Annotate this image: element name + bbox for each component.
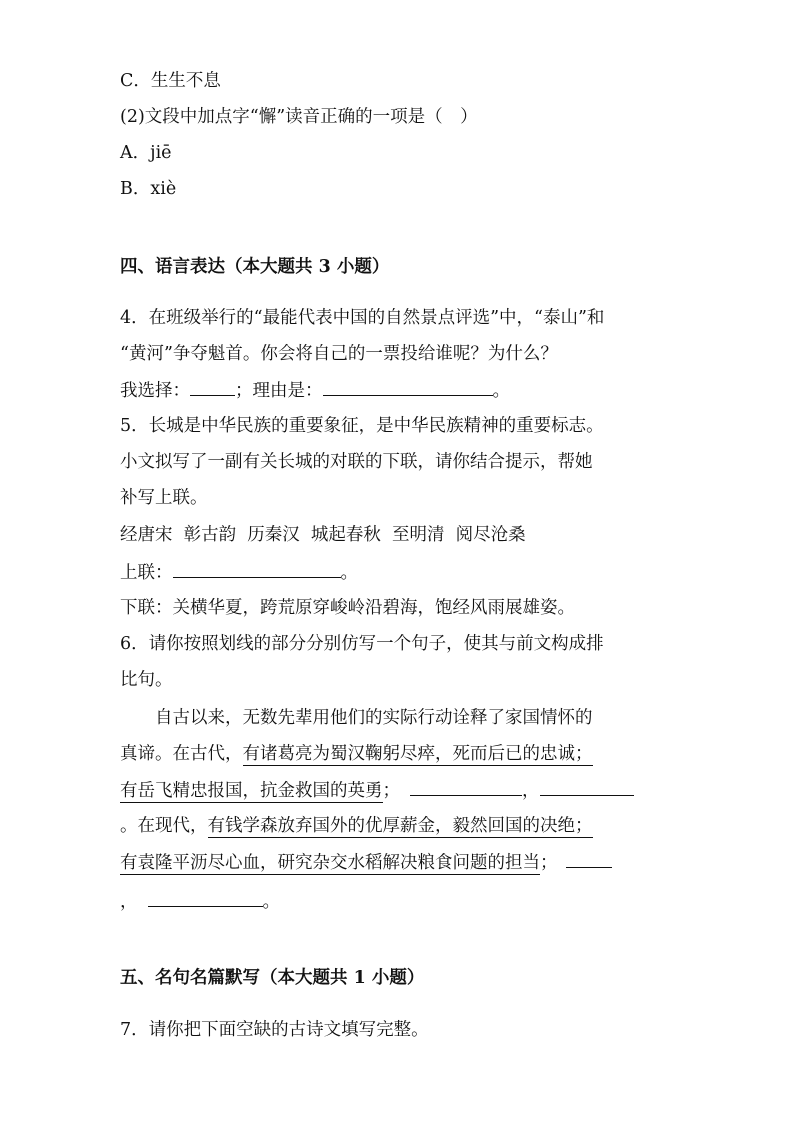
section-5-heading: 五、名句名篇默写（本大题共 1 小题） (120, 968, 425, 988)
q5-upper-end: 。 (340, 563, 358, 583)
q5-upper-label: 上联： (120, 563, 173, 583)
q5-line-1: 5．长城是中华民族的重要象征，是中华民族精神的重要标志。 (120, 416, 604, 436)
q4-reason-label: ；理由是： (235, 381, 323, 401)
q4-line-2: “黄河”争夺魁首。你会将自己的一票投给谁呢？为什么？ (120, 344, 558, 364)
q4-choose-label: 我选择： (120, 381, 190, 401)
q6-para-3-sep: ； (382, 781, 400, 801)
q6-para-4-prefix: 。在现代， (120, 816, 208, 836)
q4-reason-blank[interactable] (323, 378, 493, 396)
q6-underlined-zhuge: 有诸葛亮为蜀汉鞠躬尽瘁，死而后已的忠诚； (242, 744, 593, 764)
q6-para-3 (120, 778, 634, 803)
question-2-stem: (2)文段中加点字“懈”读音正确的一项是（ ） (120, 107, 478, 127)
q5-hint: 经唐宋 彰古韵 历秦汉 城起春秋 至明清 阅尽沧桑 (120, 525, 526, 545)
q6-underlined-qianxuesen: 有钱学森放弃国外的优厚薪金，毅然回国的决绝； (207, 816, 593, 836)
section-4-heading: 四、语言表达（本大题共 3 小题） (120, 257, 390, 277)
q4-answer-line (120, 378, 510, 403)
q5-line-2: 小文拟写了一副有关长城的对联的下联，请你结合提示，帮她 (120, 452, 593, 472)
q5-line-3: 补写上联。 (120, 488, 208, 508)
q5-upper-blank[interactable] (173, 560, 341, 578)
q4-line-1: 4．在班级举行的“最能代表中国的自然景点评选”中，“泰山”和 (120, 308, 605, 328)
q5-upper-couplet (120, 560, 358, 585)
q6-underlined-yuefei: 有岳飞精忠报国，抗金救国的英勇 (120, 781, 383, 801)
q6-line-2: 比句。 (120, 670, 173, 690)
q6-para-1: 自古以来，无数先辈用他们的实际行动诠释了家国情怀的 (155, 708, 593, 728)
option-a: A．jiē (120, 143, 172, 163)
q6-blank-4[interactable] (148, 889, 263, 907)
q6-para-5-sep: ； (540, 853, 558, 873)
q6-blank-3[interactable] (566, 850, 612, 868)
q6-para-6-end: 。 (262, 892, 280, 912)
q6-para-4 (120, 814, 593, 838)
option-c: C．生生不息 (120, 71, 221, 91)
q6-para-6-comma: ， (120, 892, 138, 912)
q5-lower-couplet: 下联：关横华夏，跨荒原穿峻岭沿碧海，饱经风雨展雄姿。 (120, 598, 575, 618)
q6-para-3-comma: ， (522, 781, 540, 801)
q4-end: 。 (492, 381, 510, 401)
q6-underlined-yuanlongping: 有袁隆平沥尽心血，研究杂交水稻解决粮食问题的担当 (120, 853, 540, 873)
q6-para-5 (120, 850, 612, 875)
q4-choice-blank[interactable] (190, 378, 235, 396)
q6-para-6 (120, 889, 280, 914)
q6-para-2 (120, 742, 593, 766)
q7-line: 7．请你把下面空缺的古诗文填写完整。 (120, 1020, 429, 1040)
option-b: B．xiè (120, 179, 177, 199)
q6-blank-1[interactable] (410, 778, 522, 796)
q6-blank-2[interactable] (540, 778, 634, 796)
q6-para-2-prefix: 真谛。在古代， (120, 744, 243, 764)
q6-line-1: 6．请你按照划线的部分分别仿写一个句子，使其与前文构成排 (120, 634, 604, 654)
